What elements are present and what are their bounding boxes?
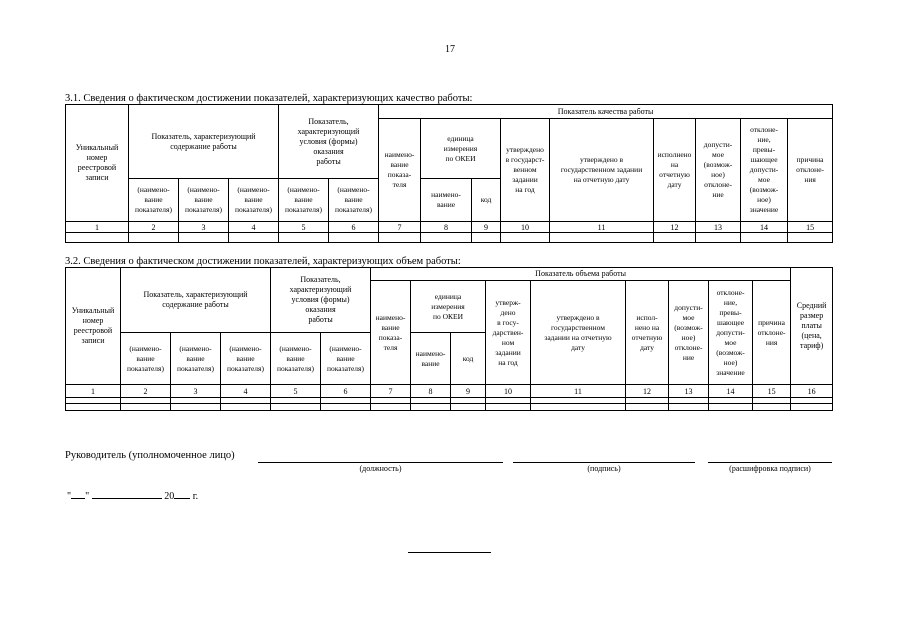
column-number: 3	[179, 222, 229, 233]
date-quote-open: "	[67, 491, 72, 502]
empty-data-row	[66, 404, 833, 411]
empty-cell	[411, 404, 451, 411]
excess-deviation-header: отклоне- ние, превы- шающее допусти- мое (возмож- ное) значение	[709, 281, 753, 385]
conditions-indicator-name-2: (наимено- вание показателя)	[329, 179, 379, 222]
empty-cell	[791, 404, 833, 411]
conditions-indicator-header: Показатель, характеризующий условия (формы) оказания работы	[271, 268, 371, 333]
empty-cell	[279, 233, 329, 243]
column-number: 9	[451, 385, 486, 398]
unit-okei-header: единица измерения по ОКЕИ	[421, 119, 501, 179]
unit-code-header: код	[472, 179, 501, 222]
day-blank	[71, 489, 85, 499]
empty-data-row	[66, 233, 833, 243]
empty-cell	[321, 404, 371, 411]
column-number: 6	[321, 385, 371, 398]
approved-year-header: утверж- дено в госу- дарствен- ном задании на год	[486, 281, 531, 385]
unique-record-number-header: Уникальный номер реестровой записи	[66, 268, 121, 385]
month-blank	[92, 489, 162, 499]
content-indicator-name-1: (наимено- вание показателя)	[129, 179, 179, 222]
content-indicator-name-3: (наимено- вание показателя)	[221, 333, 271, 385]
unit-code-header: код	[451, 333, 486, 385]
column-number: 9	[472, 222, 501, 233]
excess-deviation-header: отклоне- ние, превы- шающее допусти- мое (возмож- ное) значение	[741, 119, 788, 222]
empty-cell	[472, 233, 501, 243]
signature-caption: (подпись)	[587, 464, 621, 473]
content-indicator-name-1: (наимено- вание показателя)	[121, 333, 171, 385]
empty-cell	[121, 404, 171, 411]
column-number: 13	[696, 222, 741, 233]
column-number: 10	[486, 385, 531, 398]
footer-separator	[408, 552, 491, 553]
empty-cell	[753, 404, 791, 411]
empty-cell	[179, 233, 229, 243]
unique-record-number-header: Уникальный номер реестровой записи	[66, 105, 129, 222]
empty-cell	[371, 404, 411, 411]
column-number: 13	[669, 385, 709, 398]
column-number: 16	[791, 385, 833, 398]
column-numbers-row	[66, 385, 833, 398]
section-3-2-title: 3.2. Сведения о фактическом достижении показателей, характеризующих объем работы:	[65, 256, 461, 267]
content-indicator-name-2: (наимено- вание показателя)	[179, 179, 229, 222]
column-number: 14	[741, 222, 788, 233]
empty-cell	[626, 404, 669, 411]
empty-cell	[379, 233, 421, 243]
column-number: 12	[654, 222, 696, 233]
empty-cell	[66, 233, 129, 243]
approved-report-date-header: утверждено в государственном задании на отчетную дату	[531, 281, 626, 385]
content-indicator-name-3: (наимено- вание показателя)	[229, 179, 279, 222]
date-line	[67, 489, 198, 502]
section-3-1-title: 3.1. Сведения о фактическом достижении показателей, характеризующих качество работы:	[65, 93, 473, 104]
content-indicator-name-2: (наимено- вание показателя)	[171, 333, 221, 385]
empty-cell	[221, 404, 271, 411]
column-number: 5	[279, 222, 329, 233]
column-number: 2	[121, 385, 171, 398]
empty-cell	[66, 404, 121, 411]
column-number: 2	[129, 222, 179, 233]
quality-indicator-header: Показатель качества работы	[379, 105, 833, 119]
approved-year-header: утверждено в государст- венном задании на год	[501, 119, 550, 222]
column-number: 11	[550, 222, 654, 233]
empty-cell	[741, 233, 788, 243]
quality-indicators-table	[65, 104, 833, 243]
column-number: 5	[271, 385, 321, 398]
column-number: 7	[371, 385, 411, 398]
empty-cell	[531, 404, 626, 411]
head-official-label: Руководитель (уполномоченное лицо)	[65, 450, 235, 461]
executed-header: исполнено на отчетную дату	[654, 119, 696, 222]
signature-decode-caption: (расшифровка подписи)	[729, 464, 811, 473]
volume-indicator-header: Показатель объема работы	[371, 268, 791, 281]
empty-cell	[486, 404, 531, 411]
indicator-name-header: наимено- вание показа- теля	[371, 281, 411, 385]
column-number: 1	[66, 222, 129, 233]
column-number: 3	[171, 385, 221, 398]
empty-cell	[229, 233, 279, 243]
average-fee-header: Средний размер платы (цена, тариф)	[791, 268, 833, 385]
header-row-1	[66, 105, 833, 119]
allowed-deviation-header: допусти- мое (возмож- ное) отклоне- ние	[669, 281, 709, 385]
empty-cell	[669, 404, 709, 411]
position-caption: (должность)	[359, 464, 402, 473]
empty-cell	[550, 233, 654, 243]
deviation-reason-header: причина отклоне- ния	[753, 281, 791, 385]
indicator-name-header: наимено- вание показа- теля	[379, 119, 421, 222]
empty-cell	[271, 404, 321, 411]
column-number: 6	[329, 222, 379, 233]
column-number: 7	[379, 222, 421, 233]
approved-report-date-header: утверждено в государственном задании на отчетную дату	[550, 119, 654, 222]
column-number: 11	[531, 385, 626, 398]
executed-header: испол- нено на отчетную дату	[626, 281, 669, 385]
unit-name-header: наимено- вание	[411, 333, 451, 385]
conditions-indicator-name-2: (наимено- вание показателя)	[321, 333, 371, 385]
column-number: 8	[411, 385, 451, 398]
header-row-1	[66, 268, 833, 281]
empty-cell	[788, 233, 833, 243]
conditions-indicator-name-1: (наимено- вание показателя)	[271, 333, 321, 385]
conditions-indicator-header: Показатель, характеризующий условия (формы) оказания работы	[279, 105, 379, 179]
allowed-deviation-header: допусти- мое (возмож- ное) отклоне- ние	[696, 119, 741, 222]
date-quote-close: "	[85, 491, 90, 502]
signature-line	[513, 462, 695, 463]
deviation-reason-header: причина отклоне- ния	[788, 119, 833, 222]
empty-cell	[451, 404, 486, 411]
empty-cell	[329, 233, 379, 243]
column-number: 15	[788, 222, 833, 233]
column-number: 1	[66, 385, 121, 398]
column-number: 4	[221, 385, 271, 398]
unit-okei-header: единица измерения по ОКЕИ	[411, 281, 486, 333]
empty-cell	[421, 233, 472, 243]
signature-decode-line	[708, 462, 832, 463]
unit-name-header: наимено- вание	[421, 179, 472, 222]
page-number: 17	[445, 44, 455, 55]
year-suffix: г.	[192, 491, 199, 502]
empty-cell	[129, 233, 179, 243]
column-number: 4	[229, 222, 279, 233]
empty-cell	[501, 233, 550, 243]
year-prefix: 20	[164, 491, 175, 502]
empty-cell	[709, 404, 753, 411]
empty-cell	[171, 404, 221, 411]
year-blank	[174, 489, 190, 499]
content-indicator-header: Показатель, характеризующий содержание работы	[129, 105, 279, 179]
column-number: 12	[626, 385, 669, 398]
empty-cell	[654, 233, 696, 243]
column-number: 10	[501, 222, 550, 233]
column-number: 8	[421, 222, 472, 233]
column-numbers-row	[66, 222, 833, 233]
position-signature-line	[258, 462, 503, 463]
empty-cell	[696, 233, 741, 243]
conditions-indicator-name-1: (наимено- вание показателя)	[279, 179, 329, 222]
volume-indicators-table	[65, 267, 833, 411]
column-number: 14	[709, 385, 753, 398]
content-indicator-header: Показатель, характеризующий содержание работы	[121, 268, 271, 333]
column-number: 15	[753, 385, 791, 398]
